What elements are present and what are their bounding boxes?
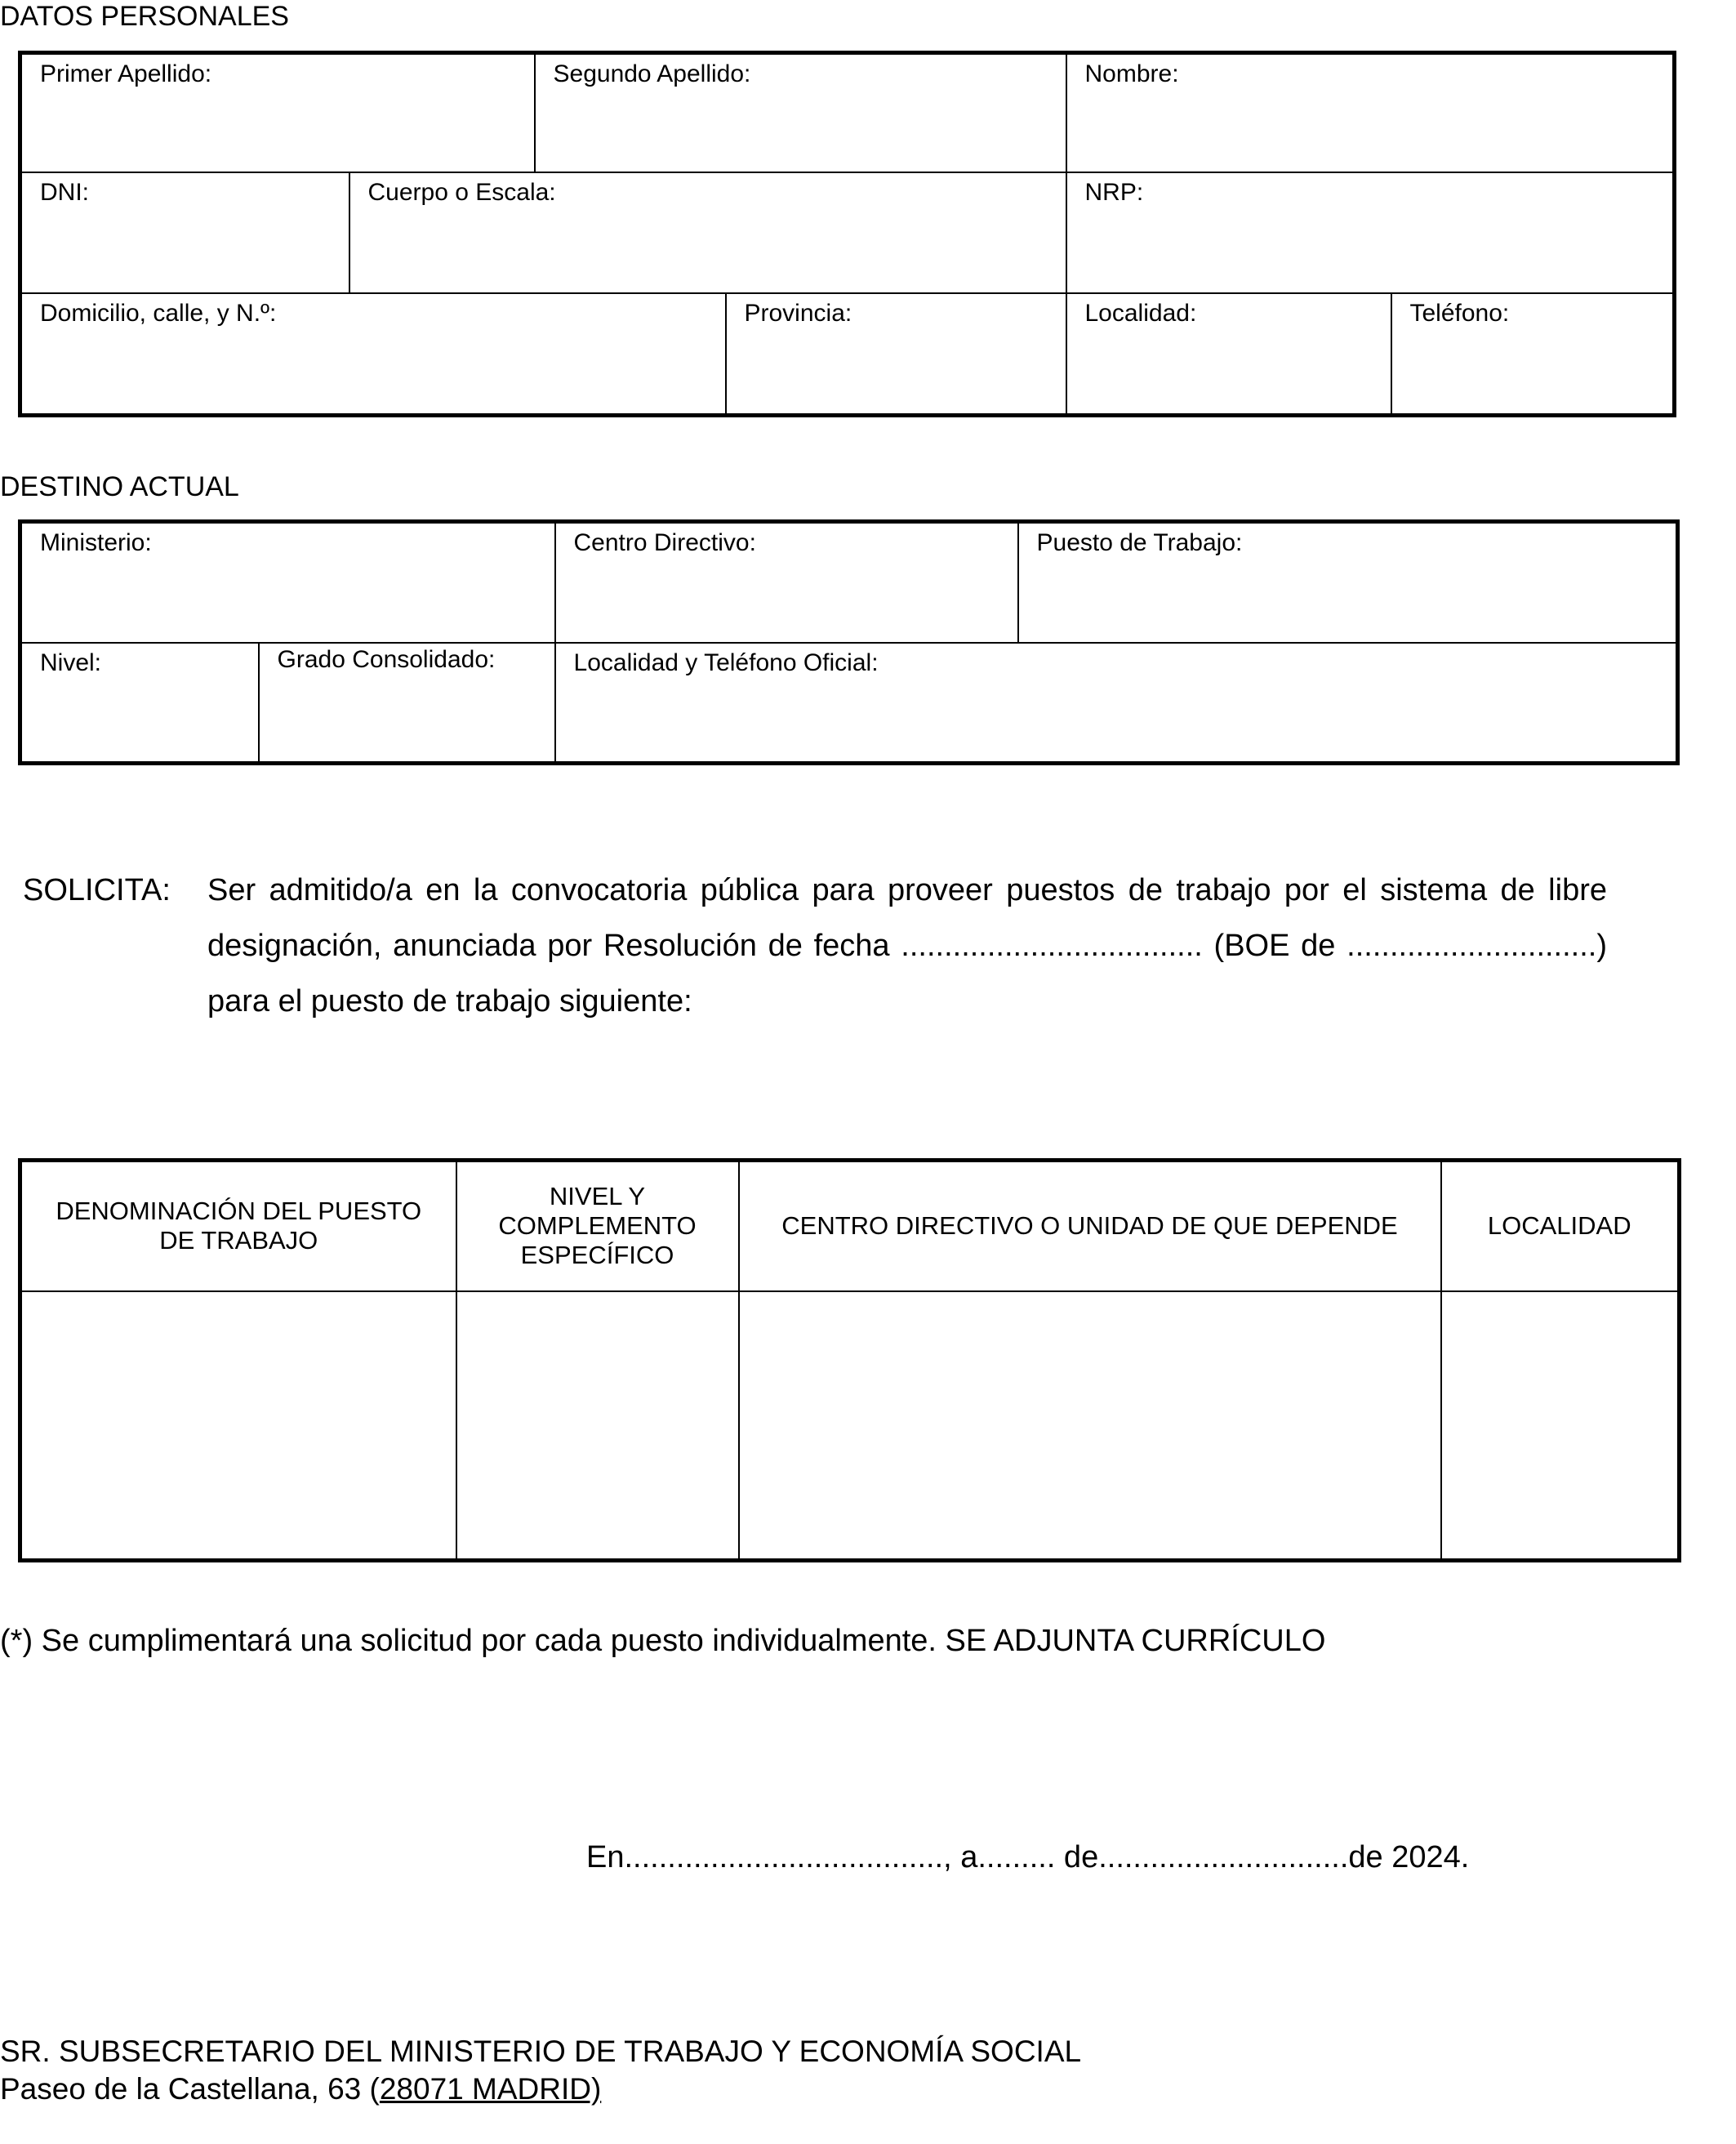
nivel-label: Nivel:: [40, 649, 102, 676]
centro-directivo-field[interactable]: [555, 522, 1018, 643]
addressee: SR. SUBSECRETARIO DEL MINISTERIO DE TRABAJO Y ECONOMÍA SOCIAL: [0, 2035, 1082, 2068]
footnote: (*) Se cumplimentará una solicitud por cada puesto individualmente. SE ADJUNTA CURRÍCULO: [0, 1624, 1326, 1658]
nombre-label: Nombre:: [1084, 60, 1179, 87]
localidad-label: Localidad:: [1084, 299, 1197, 327]
solicita-label: SOLICITA:: [23, 873, 171, 907]
localidad-telefono-label: Localidad y Teléfono Oficial:: [573, 649, 879, 676]
header-localidad: LOCALIDAD: [1441, 1161, 1680, 1291]
nivel-field[interactable]: [20, 643, 259, 764]
primer-apellido-field[interactable]: [20, 53, 535, 172]
puesto-trabajo-label: Puesto de Trabajo:: [1036, 529, 1243, 556]
centro-directivo-label: Centro Directivo:: [573, 529, 756, 556]
address-line: [0, 2071, 601, 2107]
localidad-field[interactable]: [1066, 293, 1391, 416]
ministerio-label: Ministerio:: [40, 529, 152, 556]
destino-table: [18, 519, 1680, 765]
primer-apellido-label: Primer Apellido:: [40, 60, 212, 87]
personal-data-table: [18, 51, 1676, 417]
nombre-field[interactable]: [1066, 53, 1675, 172]
grado-consolidado-field[interactable]: [259, 643, 555, 764]
solicita-text: Ser admitido/a en la convocatoria pública para proveer puestos de trabajo por el sistema de libre designación, anunciada por Resolución de fecha ................................... (BOE de .............................) para el puesto de trabajo siguiente:: [207, 873, 1607, 1019]
localidad-cell[interactable]: [1441, 1291, 1680, 1561]
telefono-label: Teléfono:: [1409, 299, 1510, 327]
localidad-telefono-field[interactable]: [555, 643, 1678, 764]
destino-section-title: DESTINO ACTUAL: [0, 471, 239, 502]
grado-consolidado-label: Grado Consolidado:: [277, 645, 496, 673]
cuerpo-escala-field[interactable]: [349, 172, 1066, 293]
puesto-trabajo-field[interactable]: [1018, 522, 1678, 643]
header-denominacion: DENOMINACIÓN DEL PUESTO DE TRABAJO: [20, 1161, 456, 1291]
personal-section-title: DATOS PERSONALES: [0, 1, 289, 32]
nrp-label: NRP:: [1084, 178, 1144, 206]
ministerio-field[interactable]: [20, 522, 555, 643]
header-nivel-complemento: NIVEL Y COMPLEMENTO ESPECÍFICO: [456, 1161, 739, 1291]
centro-directivo-cell[interactable]: [739, 1291, 1441, 1561]
dni-field[interactable]: [20, 172, 349, 293]
address-postal: 28071 MADRID): [379, 2072, 602, 2106]
segundo-apellido-label: Segundo Apellido:: [553, 60, 751, 87]
address-street: Paseo de la Castellana, 63 (: [0, 2072, 380, 2106]
segundo-apellido-field[interactable]: [535, 53, 1066, 172]
cuerpo-escala-label: Cuerpo o Escala:: [367, 178, 556, 206]
domicilio-field[interactable]: [20, 293, 726, 416]
dni-label: DNI:: [40, 178, 89, 206]
posts-table: [18, 1158, 1681, 1562]
header-centro-directivo: CENTRO DIRECTIVO O UNIDAD DE QUE DEPENDE: [739, 1161, 1441, 1291]
denominacion-cell[interactable]: [20, 1291, 456, 1561]
provincia-field[interactable]: [726, 293, 1066, 416]
nivel-complemento-cell[interactable]: [456, 1291, 739, 1561]
place-date-line: En....................................., a......... de.............................de 2024.: [586, 1840, 1470, 1874]
provincia-label: Provincia:: [744, 299, 852, 327]
nrp-field[interactable]: [1066, 172, 1675, 293]
telefono-field[interactable]: [1391, 293, 1675, 416]
domicilio-label: Domicilio, calle, y N.º:: [40, 299, 277, 327]
